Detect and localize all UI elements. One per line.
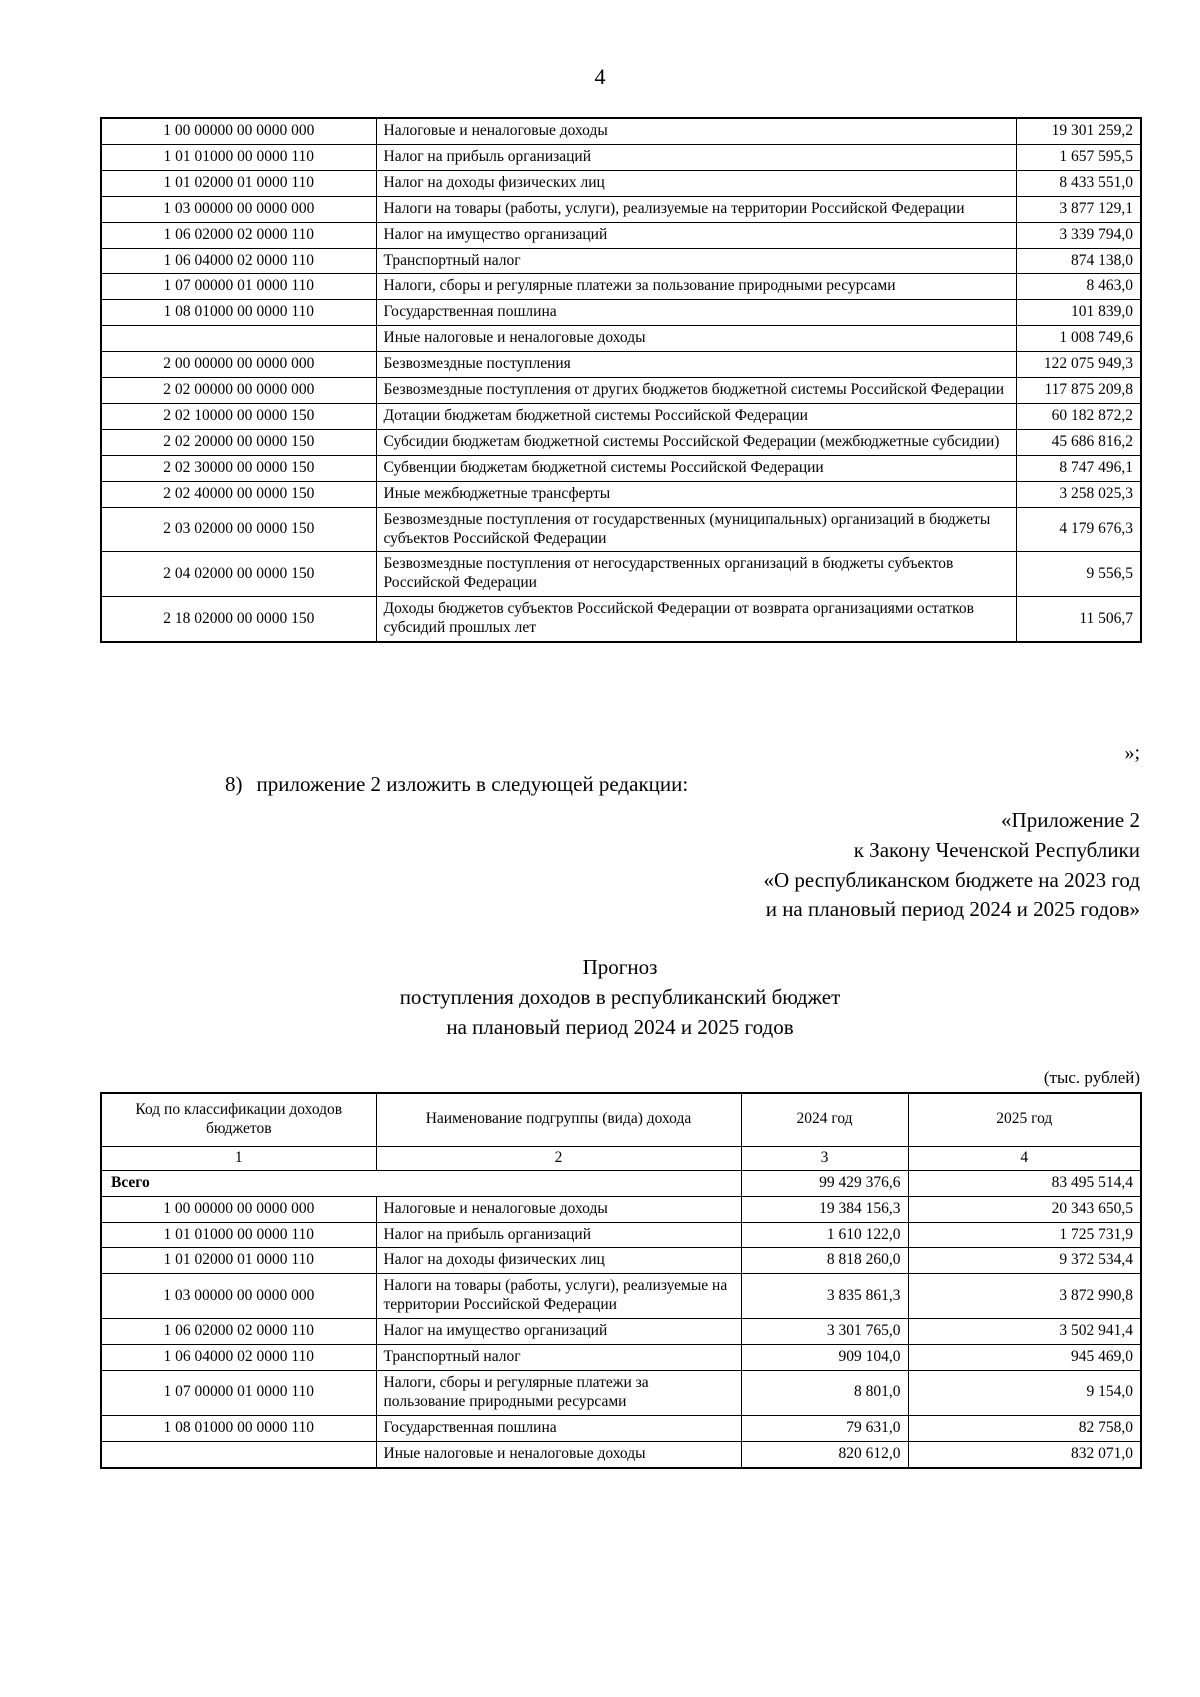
revenue-name-cell: Государственная пошлина: [376, 1415, 741, 1441]
revenue-name-cell: Субсидии бюджетам бюджетной системы Российской Федерации (межбюджетные субсидии): [376, 429, 1016, 455]
revenue-name-cell: Налог на имущество организаций: [376, 1319, 741, 1345]
column-number-row: [101, 1146, 1141, 1170]
revenue-name-cell: Налоги, сборы и регулярные платежи за пользование природными ресурсами: [376, 274, 1016, 300]
revenue-code-cell: 1 03 00000 00 0000 000: [101, 196, 376, 222]
revenue-code-cell: 1 01 01000 00 0000 110: [101, 1222, 376, 1248]
revenue-code-cell: 1 06 04000 02 0000 110: [101, 248, 376, 274]
revenue-name-cell: Безвозмездные поступления: [376, 352, 1016, 378]
revenue-name-cell: Налоговые и неналоговые доходы: [376, 1196, 741, 1222]
revenue-name-cell: Налог на прибыль организаций: [376, 144, 1016, 170]
revenue-amount-cell: 101 839,0: [1016, 300, 1141, 326]
table-row: [101, 1441, 1141, 1467]
revenue-name-cell: Иные налоговые и неналоговые доходы: [376, 326, 1016, 352]
table-row: [101, 300, 1141, 326]
table-row: [101, 196, 1141, 222]
table-row: [101, 481, 1141, 507]
table-row: [101, 248, 1141, 274]
revenue-amount-cell: 45 686 816,2: [1016, 429, 1141, 455]
revenue-name-cell: Безвозмездные поступления от других бюджетов бюджетной системы Российской Федерации: [376, 378, 1016, 404]
revenue-amount-2025-cell: 945 469,0: [908, 1345, 1141, 1371]
revenue-amount-cell: 117 875 209,8: [1016, 378, 1141, 404]
revenue-amount-2025-cell: 9 154,0: [908, 1370, 1141, 1415]
revenue-code-cell: 1 03 00000 00 0000 000: [101, 1274, 376, 1319]
revenue-code-cell: 2 04 02000 00 0000 150: [101, 552, 376, 597]
table-body: [101, 1093, 1141, 1468]
total-label: Всего: [101, 1170, 741, 1196]
revenue-code-cell: 1 06 04000 02 0000 110: [101, 1345, 376, 1371]
revenue-name-cell: Субвенции бюджетам бюджетной системы Российской Федерации: [376, 455, 1016, 481]
table-header-row: [101, 1093, 1141, 1146]
revenue-code-cell: 1 01 01000 00 0000 110: [101, 144, 376, 170]
revenue-amount-2025-cell: 20 343 650,5: [908, 1196, 1141, 1222]
revenue-code-cell: 1 00 00000 00 0000 000: [101, 118, 376, 144]
revenue-amount-2024-cell: 79 631,0: [741, 1415, 908, 1441]
revenue-name-cell: Доходы бюджетов субъектов Российской Федерации от возврата организациями остатков субсидий прошлых лет: [376, 597, 1016, 642]
revenue-name-cell: Налог на доходы физических лиц: [376, 170, 1016, 196]
units-note: (тыс. рублей): [1043, 1068, 1140, 1087]
table-row: [101, 403, 1141, 429]
table-row: [101, 1248, 1141, 1274]
revenue-amount-cell: 4 179 676,3: [1016, 507, 1141, 552]
revenue-amount-2025-cell: 9 372 534,4: [908, 1248, 1141, 1274]
table-row: [101, 429, 1141, 455]
table-row: [101, 1415, 1141, 1441]
revenue-amount-2024-cell: 909 104,0: [741, 1345, 908, 1371]
revenue-amount-2025-cell: 3 872 990,8: [908, 1274, 1141, 1319]
revenue-name-cell: Налоги на товары (работы, услуги), реализуемые на территории Российской Федерации: [376, 196, 1016, 222]
table-row: [101, 1319, 1141, 1345]
amendment-paragraph: [225, 772, 688, 797]
column-number: 1: [101, 1146, 376, 1170]
table-row: [101, 455, 1141, 481]
revenue-amount-2024-cell: 820 612,0: [741, 1441, 908, 1467]
revenue-amount-2024-cell: 1 610 122,0: [741, 1222, 908, 1248]
revenue-name-cell: Налоги на товары (работы, услуги), реализуемые на территории Российской Федерации: [376, 1274, 741, 1319]
revenue-code-cell: 1 06 02000 02 0000 110: [101, 222, 376, 248]
appendix-ref-line-3: «О республиканском бюджете на 2023 год: [763, 867, 1140, 892]
revenue-code-cell: 1 08 01000 00 0000 110: [101, 300, 376, 326]
revenue-name-cell: Дотации бюджетам бюджетной системы Российской Федерации: [376, 403, 1016, 429]
revenue-code-cell: 2 02 10000 00 0000 150: [101, 403, 376, 429]
revenue-code-cell: 2 02 40000 00 0000 150: [101, 481, 376, 507]
revenue-name-cell: Транспортный налог: [376, 1345, 741, 1371]
table-row: [101, 1345, 1141, 1371]
column-header: 2025 год: [908, 1093, 1141, 1146]
revenue-name-cell: Государственная пошлина: [376, 300, 1016, 326]
table-body: [101, 118, 1141, 642]
revenue-amount-cell: 874 138,0: [1016, 248, 1141, 274]
appendix-ref-line-4: и на плановый период 2024 и 2025 годов»: [765, 897, 1140, 922]
table-row: [101, 1274, 1141, 1319]
forecast-title-block: [100, 953, 1140, 1042]
budget-forecast-table-2024-2025: [100, 1092, 1142, 1469]
revenue-code-cell: 1 06 02000 02 0000 110: [101, 1319, 376, 1345]
revenue-name-cell: Налоговые и неналоговые доходы: [376, 118, 1016, 144]
table-row: [101, 326, 1141, 352]
budget-revenue-table-2023-wrapper: [100, 117, 1140, 643]
revenue-name-cell: Иные межбюджетные трансферты: [376, 481, 1016, 507]
revenue-amount-cell: 11 506,7: [1016, 597, 1141, 642]
revenue-amount-2025-cell: 832 071,0: [908, 1441, 1141, 1467]
revenue-amount-cell: 1 008 749,6: [1016, 326, 1141, 352]
revenue-code-cell: 1 07 00000 01 0000 110: [101, 1370, 376, 1415]
table-row: [101, 1370, 1141, 1415]
revenue-amount-2025-cell: 3 502 941,4: [908, 1319, 1141, 1345]
revenue-amount-cell: 3 258 025,3: [1016, 481, 1141, 507]
appendix-ref-line-2: к Закону Чеченской Республики: [853, 837, 1140, 862]
revenue-code-cell: 2 02 00000 00 0000 000: [101, 378, 376, 404]
page-number: 4: [594, 64, 606, 89]
total-amount-2025: 83 495 514,4: [908, 1170, 1141, 1196]
table-row: [101, 552, 1141, 597]
table-row: [101, 597, 1141, 642]
amendment-number: 8): [225, 772, 243, 796]
revenue-code-cell: 1 08 01000 00 0000 110: [101, 1415, 376, 1441]
total-amount-2024: 99 429 376,6: [741, 1170, 908, 1196]
column-number: 2: [376, 1146, 741, 1170]
budget-revenue-table-2023: [100, 117, 1142, 643]
revenue-code-cell: 2 02 20000 00 0000 150: [101, 429, 376, 455]
revenue-amount-cell: 19 301 259,2: [1016, 118, 1141, 144]
table-row: [101, 378, 1141, 404]
revenue-name-cell: Налог на доходы физических лиц: [376, 1248, 741, 1274]
amendment-text: приложение 2 изложить в следующей редакции:: [256, 772, 689, 796]
table-row: [101, 144, 1141, 170]
revenue-code-cell: 2 03 02000 00 0000 150: [101, 507, 376, 552]
appendix-ref-line-1: «Приложение 2: [1001, 808, 1140, 832]
revenue-amount-2025-cell: 1 725 731,9: [908, 1222, 1141, 1248]
revenue-code-cell: 1 01 02000 01 0000 110: [101, 170, 376, 196]
table-row: [101, 507, 1141, 552]
revenue-amount-cell: 1 657 595,5: [1016, 144, 1141, 170]
revenue-code-cell: [101, 326, 376, 352]
revenue-code-cell: 2 02 30000 00 0000 150: [101, 455, 376, 481]
revenue-name-cell: Безвозмездные поступления от негосударственных организаций в бюджеты субъектов Российской Федерации: [376, 552, 1016, 597]
forecast-title-line-2: поступления доходов в республиканский бюджет: [399, 984, 841, 1009]
revenue-amount-cell: 8 463,0: [1016, 274, 1141, 300]
revenue-code-cell: 1 01 02000 01 0000 110: [101, 1248, 376, 1274]
revenue-amount-cell: 3 339 794,0: [1016, 222, 1141, 248]
forecast-title-line-1: Прогноз: [582, 955, 658, 979]
revenue-amount-cell: 3 877 129,1: [1016, 196, 1141, 222]
revenue-amount-2024-cell: 8 818 260,0: [741, 1248, 908, 1274]
table-row: [101, 118, 1141, 144]
revenue-name-cell: Налог на имущество организаций: [376, 222, 1016, 248]
table-row: [101, 222, 1141, 248]
revenue-amount-cell: 122 075 949,3: [1016, 352, 1141, 378]
column-header: 2024 год: [741, 1093, 908, 1146]
revenue-amount-2024-cell: 8 801,0: [741, 1370, 908, 1415]
column-header: Код по классификации доходов бюджетов: [101, 1093, 376, 1146]
revenue-amount-cell: 9 556,5: [1016, 552, 1141, 597]
table-row: [101, 170, 1141, 196]
revenue-name-cell: Иные налоговые и неналоговые доходы: [376, 1441, 741, 1467]
table-row: [101, 274, 1141, 300]
revenue-amount-2024-cell: 19 384 156,3: [741, 1196, 908, 1222]
forecast-title-line-3: на плановый период 2024 и 2025 годов: [446, 1014, 794, 1039]
table-row: [101, 352, 1141, 378]
revenue-amount-2025-cell: 82 758,0: [908, 1415, 1141, 1441]
revenue-name-cell: Безвозмездные поступления от государственных (муниципальных) организаций в бюджеты субъектов Российской Федерации: [376, 507, 1016, 552]
revenue-amount-2024-cell: 3 301 765,0: [741, 1319, 908, 1345]
table-row: [101, 1196, 1141, 1222]
revenue-amount-cell: 60 182 872,2: [1016, 403, 1141, 429]
revenue-name-cell: Налоги, сборы и регулярные платежи за пользование природными ресурсами: [376, 1370, 741, 1415]
revenue-code-cell: 1 07 00000 01 0000 110: [101, 274, 376, 300]
budget-forecast-table-2024-2025-wrapper: [100, 1092, 1140, 1469]
revenue-name-cell: Транспортный налог: [376, 248, 1016, 274]
table-row: [101, 1222, 1141, 1248]
revenue-code-cell: 2 18 02000 00 0000 150: [101, 597, 376, 642]
revenue-code-cell: 2 00 00000 00 0000 000: [101, 352, 376, 378]
column-number: 4: [908, 1146, 1141, 1170]
revenue-code-cell: [101, 1441, 376, 1467]
column-number: 3: [741, 1146, 908, 1170]
revenue-amount-cell: 8 433 551,0: [1016, 170, 1141, 196]
total-row: [101, 1170, 1141, 1196]
closing-quote: »;: [1124, 742, 1140, 764]
revenue-name-cell: Налог на прибыль организаций: [376, 1222, 741, 1248]
revenue-code-cell: 1 00 00000 00 0000 000: [101, 1196, 376, 1222]
revenue-amount-2024-cell: 3 835 861,3: [741, 1274, 908, 1319]
revenue-amount-cell: 8 747 496,1: [1016, 455, 1141, 481]
column-header: Наименование подгруппы (вида) дохода: [376, 1093, 741, 1146]
appendix-reference-block: [200, 806, 1140, 925]
